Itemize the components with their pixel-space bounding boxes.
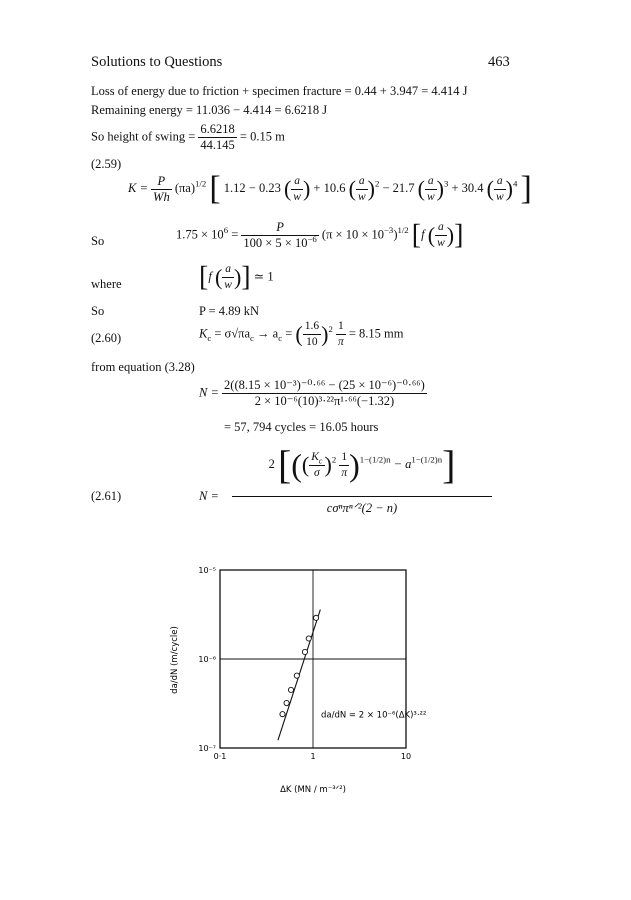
cycles-denominator: 2 × 10⁻⁶(10)³·²²π¹·⁶⁶(−1.32) [254,394,395,408]
k-term3: − 21.7 [382,180,415,195]
cycles-equation [199,378,427,409]
n2-one: 1 [339,450,349,466]
question-2-60-label: (2.60) [91,331,122,345]
so-label-2: So [91,304,105,318]
data-point [280,712,285,717]
where-label: where [91,277,122,291]
ac-subscript-2: c [278,332,283,343]
n2-kc [309,450,324,466]
exponent-2: 2 [374,178,380,189]
n2-lhs-text: N = [199,489,219,503]
k-numerator: P [151,174,172,190]
y-tick-label: 10⁻⁵ [198,566,216,575]
a-var: a [222,262,234,278]
kc-exp-2: 2 [328,324,333,335]
y-tick-label: 10⁻⁷ [198,744,216,753]
n2-outer-exp: 1−(1/2)n [359,454,391,465]
w-var: w [426,190,435,203]
page-number: 463 [488,54,510,70]
load-lhs-exp: 6 [223,225,229,236]
x-tick-label: 1 [310,752,316,761]
n2-ai-exp: 1−(1/2)n [411,454,443,465]
k-lhs: K = [128,180,148,195]
data-point [284,700,289,705]
k-denominator: Wh [153,189,170,204]
swing-result: = 0.15 m [239,129,285,144]
kc-one: 1 [336,319,346,335]
chart-x-label: ΔK (MN / m⁻³ᐟ²) [280,785,346,795]
load-half-exp: 1/2 [397,225,409,236]
from-equation-label: from equation (3.28) [91,360,195,374]
n2-lhs [199,489,219,504]
n2-kc-text: K [311,450,319,463]
load-mid-exp: −3 [384,225,394,236]
a-var: a [425,174,437,190]
k-term1: 1.12 − 0.23 [223,180,281,195]
kc-equals: = [285,326,293,341]
load-result: P = 4.89 kN [199,304,260,318]
kc-denom-10: 10 [306,336,318,348]
x-tick-label: 10 [400,752,412,761]
energy-loss-line: Loss of energy due to friction + specimen fracture = 0.44 + 3.947 = 4.414 J [91,84,468,98]
w-var: w [437,237,445,249]
swing-fraction [198,122,236,153]
kc-pi: π [337,336,344,348]
k-term2: + 10.6 [313,180,346,195]
f-function: f [421,227,425,242]
load-numerator: P [241,220,318,236]
n2-kc-sub: c [318,455,323,465]
w-var: w [293,190,301,203]
load-denominator [241,233,318,251]
load-lhs: 1.75 × 10 [176,227,224,242]
chart-y-label: da/dN (m/cycle) [170,626,180,694]
y-tick-label: 10⁻⁶ [198,655,216,664]
data-point [288,687,293,692]
exponent-4: 4 [512,178,518,189]
n2-two: 2 [268,456,275,471]
n2-fraction-bar [232,496,492,497]
k-half-exp: 1/2 [195,178,207,189]
remaining-energy-line: Remaining energy = 11.036 − 4.414 = 6.6218 J [91,103,328,117]
k-pi-a: (πa) [174,180,196,195]
load-fraction [241,220,318,251]
data-point [306,636,311,641]
f-approx-rhs: ≃ 1 [253,269,274,284]
so-label-1: So [91,234,105,248]
data-point [302,649,307,654]
w-var: w [224,279,232,291]
n2-sigma: σ [314,466,320,479]
fatigue-crack-growth-chart [160,560,460,800]
f-approx-equation: [f ( $\frac{a}{w}$ )] ≃ 1 [199,261,274,293]
load-mid-close: ) [393,227,398,242]
kc-sigma-root: = σ√πa [214,326,250,341]
chart-ticks [198,566,411,761]
x-tick-label: 0·1 [213,752,227,761]
n-lhs: N = [199,385,219,400]
kc-arrow-ac: → a [257,326,279,341]
swing-prefix: So height of swing = [91,129,196,144]
kc-numer-16: 1.6 [303,319,321,335]
cycles-numerator: 2((8.15 × 10⁻³)⁻⁰·⁶⁶ − (25 × 10⁻⁶)⁻⁰·⁶⁶) [224,378,425,392]
a-var: a [291,174,303,190]
n2-exp-2: 2 [331,454,337,465]
question-2-61-label: (2.61) [91,489,122,503]
ac-subscript: c [250,332,254,343]
n2-ai: − a [393,456,412,471]
stress-intensity-equation: K = $\frac{P}{Wh}$ $(\pi a)^{1/2}$ [ 1.12 − 0.23 ( $\frac{a}{w}$ ) + 10.6 ( $\frac{a}{w}$ )$^2$ − 21.7 ( $\frac{a}{w}$ )$^3$ + 30.4 ( $\frac{a}{w}$ )$^4$ ] [128,170,532,207]
cycles-result: = 57, 794 cycles = 16.05 hours [224,420,379,434]
swing-denominator: 44.145 [200,138,235,152]
load-den-exp: −6 [307,233,317,244]
n2-numerator: 2 [(( $\frac{K_c}{\sigma}$ )$^2$ $\frac{1}{\pi}$ )$^{1-(1/2)n} - a^{1-(1/2)n}$] [268,442,456,487]
n2-denominator [232,500,492,516]
a-var: a [356,174,368,190]
k-fraction [151,174,172,205]
a-var: a [494,174,506,190]
critical-crack-equation: $K_c = \sigma√\pi a_c \to a_c$ = ( $\frac{1.6}{10}$ )$^2$ $\frac{1}{\pi}$ = 8.15 mm [199,320,404,348]
cycles-fraction [222,378,427,409]
kc-subscript: c [207,332,212,343]
n2-pi: π [341,466,348,479]
kc-result: = 8.15 mm [348,326,404,341]
chart-grid [220,570,406,748]
data-point [314,615,319,620]
exponent-3: 3 [443,178,449,189]
data-point [294,673,299,678]
load-den-text: 100 × 5 × 10 [243,236,308,250]
swing-numerator: 6.6218 [200,122,235,136]
load-mid: (π × 10 × 10 [321,227,384,242]
a-var: a [435,220,447,236]
n2-den-text: cσⁿπⁿᐟ²(2 − n) [326,501,398,515]
question-2-59-label: (2.59) [91,157,122,171]
running-header-title: Solutions to Questions [91,54,223,70]
load-equation: $1.75 \times 10^6$ = $\frac{P}{100 \times 5 \times 10^{-6}}$ $(\pi \times 10 \times 10^{-3})^{1/2}$ [f ( $\frac{a}{w}$ )] [176,219,464,251]
swing-height-equation [91,122,285,153]
k-term4: + 30.4 [451,180,484,195]
f-function: f [208,269,212,284]
chart-annotation: da/dN = 2 × 10⁻⁶(ΔK)³·²² [321,710,427,721]
w-var: w [357,190,366,203]
w-var: w [495,190,504,203]
kc-symbol: K [199,326,208,341]
